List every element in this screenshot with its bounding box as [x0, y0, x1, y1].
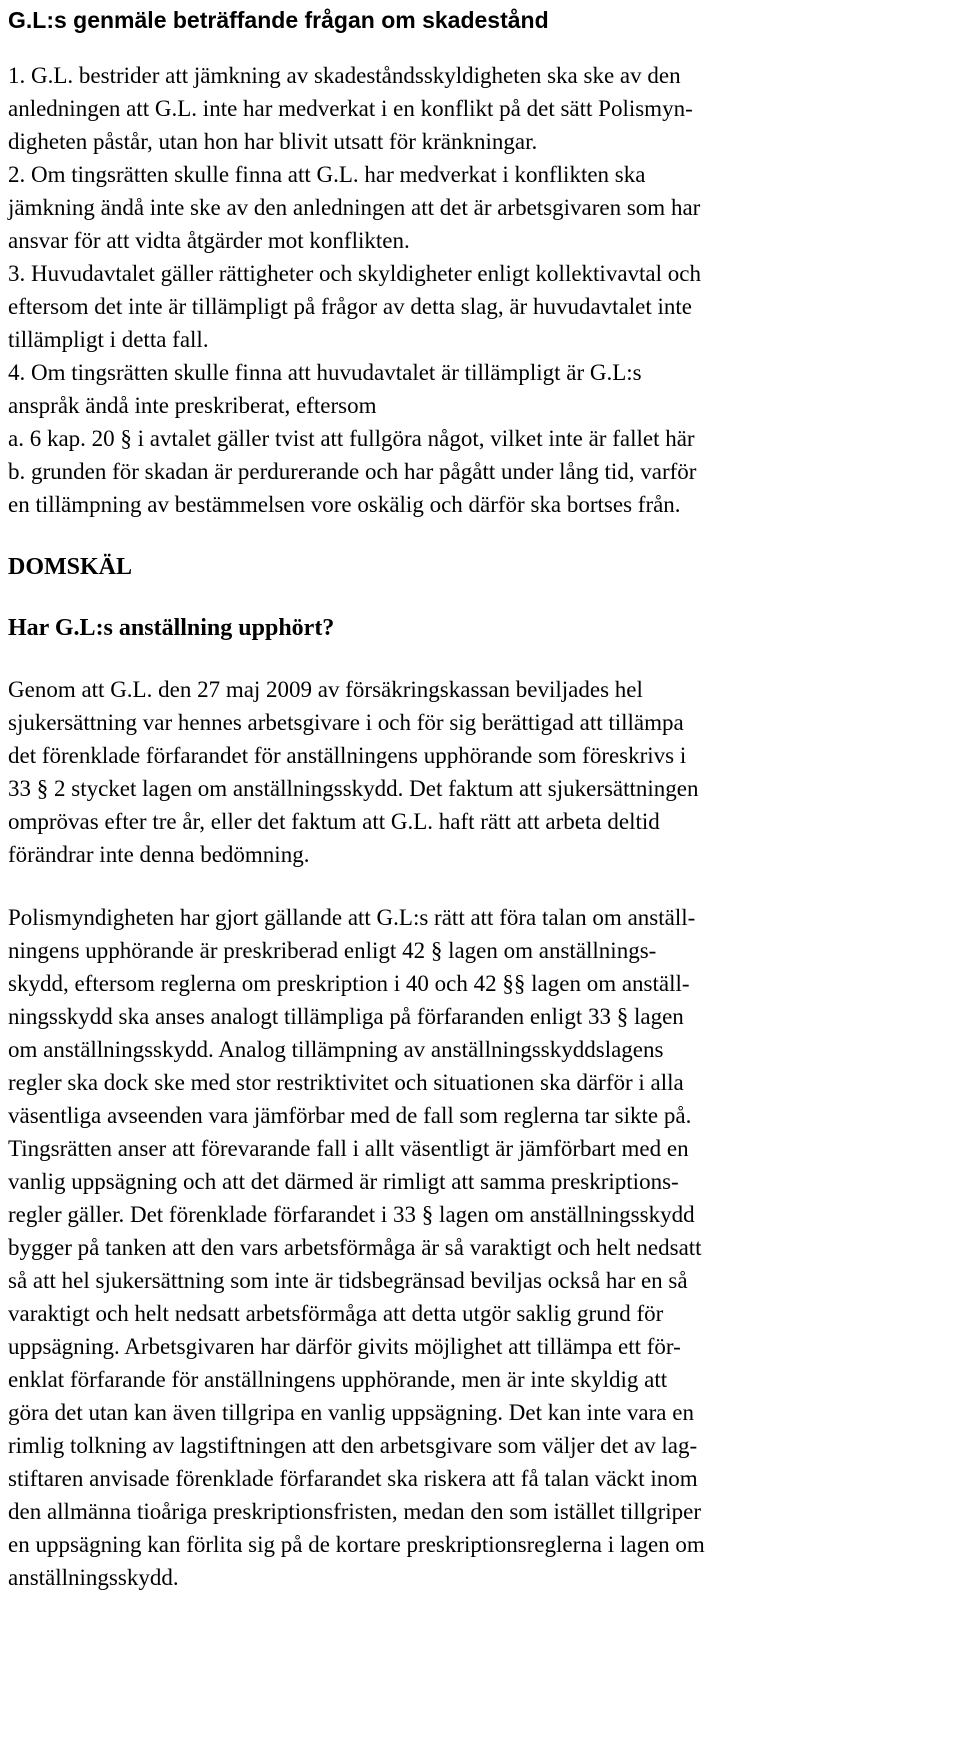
text-line: det förenklade förfarandet för anställningens upphörande som föreskrivs i [8, 743, 687, 768]
text-line: ansvar för att vidta åtgärder mot konflikten. [8, 228, 410, 253]
text-line: sjukersättning var hennes arbetsgivare i och för sig berättigad att tillämpa [8, 710, 684, 735]
text-line: b. grunden för skadan är perdurerande och har pågått under lång tid, varför [8, 459, 697, 484]
heading: G.L:s genmäle beträffande frågan om skadestånd [8, 7, 549, 33]
text-line: eftersom det inte är tillämpligt på frågor av detta slag, är huvudavtalet inte [8, 294, 693, 319]
text-line: en tillämpning av bestämmelsen vore oskälig och därför ska bortses från. [8, 492, 681, 517]
text-line: 2. Om tingsrätten skulle finna att G.L. har medverkat i konflikten ska [8, 162, 646, 187]
text-line: 1. G.L. bestrider att jämkning av skadeståndsskyldigheten ska ske av den [8, 63, 681, 88]
text-line: bygger på tanken att den vars arbetsförmåga är så varaktigt och helt nedsatt [8, 1235, 702, 1260]
text-line: enklat förfarande för anställningens upphörande, men är inte skyldig att [8, 1367, 668, 1392]
text-line: jämkning ändå inte ske av den anledningen att det är arbetsgivaren som har [8, 195, 701, 220]
text-line: skydd, eftersom reglerna om preskription i 40 och 42 §§ lagen om anställ- [8, 971, 690, 996]
text-line: digheten påstår, utan hon har blivit utsatt för kränkningar. [8, 129, 538, 154]
text-line: ningsskydd ska anses analogt tillämpliga på förfaranden enligt 33 § lagen [8, 1004, 684, 1029]
text-line: vanlig uppsägning och att det därmed är rimligt att samma preskriptions- [8, 1169, 679, 1194]
section-title: DOMSKÄL [8, 554, 133, 580]
text-line: rimlig tolkning av lagstiftningen att den arbetsgivare som väljer det av lag- [8, 1433, 698, 1458]
text-line: så att hel sjukersättning som inte är tidsbegränsad beviljas också har en så [8, 1268, 688, 1293]
text-line: regler gäller. Det förenklade förfarandet i 33 § lagen om anställningsskydd [8, 1202, 695, 1227]
text-line: regler ska dock ske med stor restriktivitet och situationen ska därför i alla [8, 1070, 684, 1095]
text-line: ningens upphörande är preskriberad enligt 42 § lagen om anställnings- [8, 938, 657, 963]
text-line: uppsägning. Arbetsgivaren har därför givits möjlighet att tillämpa ett för- [8, 1334, 681, 1359]
text-line: förändrar inte denna bedömning. [8, 842, 310, 867]
text-line: varaktigt och helt nedsatt arbetsförmåga att detta utgör saklig grund för [8, 1301, 664, 1326]
paragraph-2 [8, 901, 952, 1594]
text-line: stiftaren anvisade förenklade förfarandet ska riskera att få talan väckt inom [8, 1466, 698, 1491]
subsection-title: Har G.L:s anställning upphört? [8, 615, 335, 641]
text-line: anledningen att G.L. inte har medverkat i en konflikt på det sätt Polismyn- [8, 96, 693, 121]
text-line: om anställningsskydd. Analog tillämpning av anställningsskyddslagens [8, 1037, 664, 1062]
text-line: omprövas efter tre år, eller det faktum att G.L. haft rätt att arbeta deltid [8, 809, 660, 834]
text-line: Tingsrätten anser att förevarande fall i allt väsentligt är jämförbart med en [8, 1136, 689, 1161]
text-line: väsentliga avseenden vara jämförbar med de fall som reglerna tar sikte på. [8, 1103, 692, 1128]
paragraph-1 [8, 673, 952, 871]
text-line: 4. Om tingsrätten skulle finna att huvudavtalet är tillämpligt är G.L:s [8, 360, 642, 385]
text-line: 3. Huvudavtalet gäller rättigheter och skyldigheter enligt kollektivavtal och [8, 261, 701, 286]
genmale-list [8, 59, 952, 521]
text-line: den allmänna tioåriga preskriptionsfristen, medan den som istället tillgriper [8, 1499, 702, 1524]
text-line: anspråk ändå inte preskriberat, eftersom [8, 393, 377, 418]
text-line: Genom att G.L. den 27 maj 2009 av försäkringskassan beviljades hel [8, 677, 643, 702]
text-line: a. 6 kap. 20 § i avtalet gäller tvist att fullgöra något, vilket inte är fallet här [8, 426, 695, 451]
text-line: göra det utan kan även tillgripa en vanlig uppsägning. Det kan inte vara en [8, 1400, 694, 1425]
text-line: tillämpligt i detta fall. [8, 327, 209, 352]
text-line: Polismyndigheten har gjort gällande att G.L:s rätt att föra talan om anställ- [8, 905, 696, 930]
text-line: en uppsägning kan förlita sig på de kortare preskriptionsreglerna i lagen om [8, 1532, 705, 1557]
text-line: anställningsskydd. [8, 1565, 179, 1590]
text-line: 33 § 2 stycket lagen om anställningsskydd. Det faktum att sjukersättningen [8, 776, 699, 801]
